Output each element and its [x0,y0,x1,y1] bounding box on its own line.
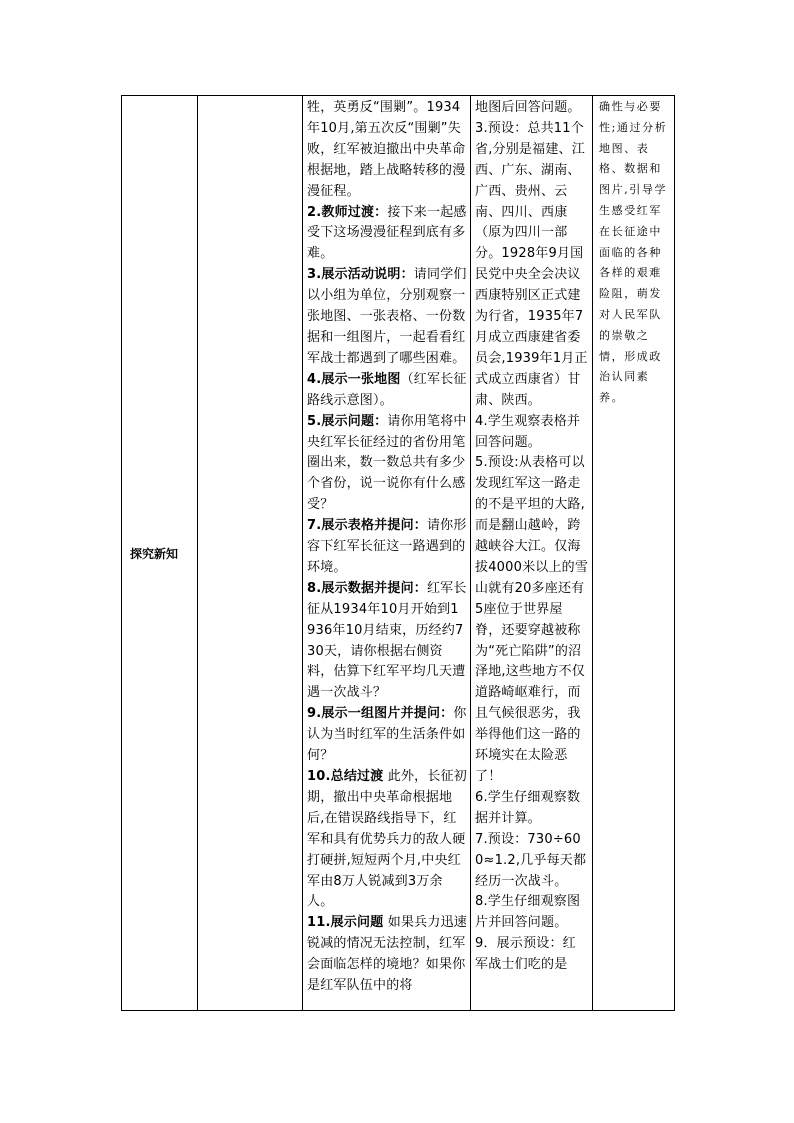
teacher-paragraph [307,412,467,517]
teacher-paragraph-label: 3.展示活动说明： [307,267,414,283]
teacher-paragraph-text: （红军长征路线示意图）。 [307,371,467,408]
teacher-paragraph [307,516,467,579]
student-paragraph: 9．展示预设：红军战士们吃的是 [475,936,576,973]
teacher-paragraph-text: 你认为当时红军的生活条件如何？ [307,706,467,764]
empty-cell [198,96,303,1011]
teacher-paragraph [307,579,467,704]
teacher-paragraph-text: 此外，长征初期，撤出中央革命根据地后,在错误路线指导下，红军和具有优势兵力的敌人硬打硬拼,短短两个月,中央红军由8万人锐减到3万余人。 [307,769,467,910]
table-row [122,96,675,1011]
student-paragraph: 3.预设：总共11个省,分别是福建、江西、广东、湖南、广西、贵州、云南、四川、西康（原为四川一部分。1928年9月国民党中央全会决议西康特别区正式建为行省，1935年7月成立西康建省委员会,1939年1月正式成立西康省）甘肃、陕西。 [475,120,588,408]
student-paragraph: 5.预设:从表格可以发现红军这一路走的不是平坦的大路,而是翻山越岭，跨越峡谷大江。仅海拔4000米以上的雪山就有20多座还有5座位于世界屋脊，还要穿越被称为“死亡陷阱”的沼泽地,这些地方不仅道路崎岖难行，而且气候很恶劣，我举得他们这一路的环境实在太险恶了！ [475,455,589,784]
teacher-paragraph-text: 红军长征从1934年10月开始到1936年10月结束，历经约730天，请你根据右侧资料，估算下红军平均几天遭遇一次战斗？ [307,580,467,701]
teacher-paragraph-text: 请你用笔将中央红军长征经过的省份用笔圈出来，数一数总共有多少个省份，说一说你有什么感受？ [307,413,467,513]
teacher-paragraph [307,98,467,203]
teacher-paragraph [307,203,467,266]
teacher-paragraph [307,370,467,412]
teacher-paragraph-text: 接下来一起感受下这场漫漫征程到底有多难。 [307,204,467,262]
teacher-paragraph [307,913,467,997]
student-activity-cell [471,96,593,1011]
student-paragraph: 7.预设：730÷600≈1.2,几乎每天都经历一次战斗。 [475,831,587,889]
teacher-paragraph-label: 9.展示一组图片并提问： [307,706,454,722]
teacher-paragraph [307,704,467,767]
teacher-paragraph-label: 8.展示数据并提问： [307,580,427,596]
student-paragraph: 6.学生仔细观察数据并计算。 [475,789,581,826]
student-paragraph: 4.学生观察表格并回答问题。 [475,413,581,450]
teacher-paragraph-label: 5.展示问题： [307,413,388,429]
teacher-paragraph-label: 10.总结过渡 [307,769,384,784]
stage-cell [122,96,198,1011]
teacher-paragraph-label: 11.展示问题 [307,915,384,931]
stage-label: 探究新知 [130,546,179,561]
teacher-paragraph-text: 请同学们以小组为单位，分别观察一张地图、一张表格、一份数据和一组图片，一起看看红军战士都遇到了哪些困难。 [307,267,467,366]
teacher-paragraph [307,265,467,370]
design-intent-text [593,96,674,409]
teacher-paragraph-label: 7.展示表格并提问： [307,518,427,534]
student-paragraph: 地图后回答问题。 [475,100,581,115]
teacher-paragraph-text: 如果兵力迅速锐减的情况无法控制，红军会面临怎样的境地？如果你是红军队伍中的将 [307,915,467,994]
teacher-paragraph-text: 请你形容下红军长征这一路遇到的环境。 [307,518,467,575]
student-paragraph: 8.学生仔细观察图片并回答问题。 [475,894,581,931]
teacher-activity-cell [303,96,471,1011]
teacher-paragraph-label: 4.展示一张地图 [307,371,401,387]
teacher-paragraph-text: 牲，英勇反“围剿”。1934年10月,第五次反“围剿”失败，红军被迫撤出中央革命根据地，踏上战略转移的漫漫征程。 [307,100,466,199]
teacher-paragraph [307,767,467,913]
lesson-plan-table [121,95,675,1011]
design-intent-paragraph: 确性与必要性;通过分析地图、表格、数据和图片,引导学生感受红军在长征途中面临的各种各样的艰难险阻，萌发对人民军队的崇敬之情，形成政治认同素养。 [599,100,668,405]
design-intent-cell [593,96,675,1011]
teacher-activity-text [303,96,470,997]
student-activity-text [471,96,592,976]
teacher-paragraph-label: 2.教师过渡： [307,204,388,220]
